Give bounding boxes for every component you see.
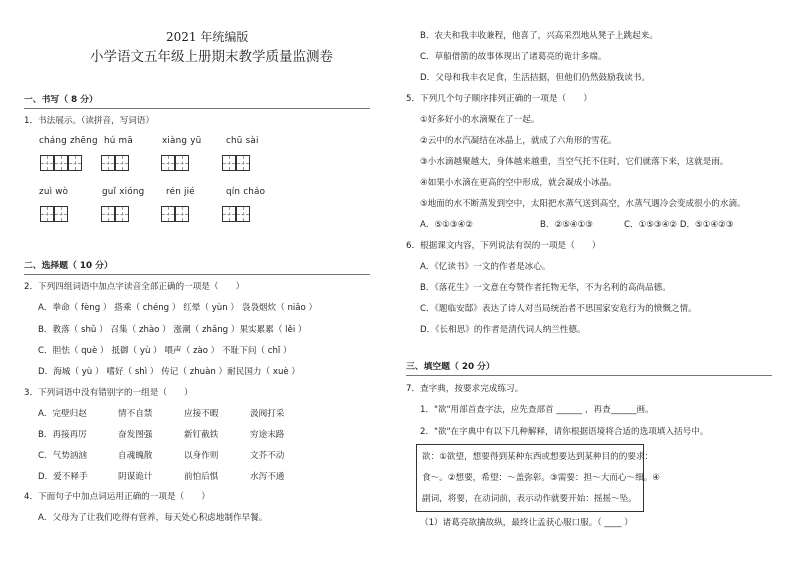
option-word: 文芥不动 — [250, 451, 285, 461]
sentence-item: ①好多好小的水滴聚在了一起。 — [420, 115, 540, 125]
option-word: C．气势汹汹 — [38, 451, 87, 461]
option-word: 奋发图强 — [118, 430, 153, 440]
question-4: 4．下面句子中加点词运用正确的一项是（ ） — [24, 492, 210, 502]
sentence-item: ⑤地面的水不断蒸发到空中，太阳把水蒸气送到高空，水蒸气遇冷会变成很小的水滴。 — [420, 199, 746, 209]
option-word: D．爱不释手 — [38, 472, 88, 482]
option-line: A．《忆读书》一文的作者是冰心。 — [420, 262, 551, 272]
writing-grid-cell[interactable] — [101, 155, 115, 171]
option-word: 汲阀打采 — [250, 409, 285, 419]
question-5: 5．下列几个句子顺序排列正确的一项是（ ） — [406, 94, 592, 104]
definition-line: 副词，将要，在动词前，表示动作就要开始：摇摇～坠。 — [422, 494, 637, 504]
option-word: 自魂魄散 — [118, 451, 153, 461]
writing-grid-cell[interactable] — [40, 206, 54, 222]
sentence-item: ④如果小水滴在更高的空中形成，就会凝成小冰晶。 — [420, 178, 617, 188]
option-line: B．教落（ shǔ ） 召集（ zhào ） 涨潮（ zhǎng ）果实累累（ lěi ） — [38, 325, 307, 335]
option-word: 新钉截铁 — [184, 430, 219, 440]
option-line: B．②⑤④①③ — [540, 220, 594, 230]
writing-grid-cell[interactable] — [236, 206, 250, 222]
doc-title-main: 小学语文五年级上册期末教学质量监测卷 — [90, 49, 333, 65]
writing-grid-cell[interactable] — [115, 155, 129, 171]
pinyin-label: xiàng yū — [162, 136, 202, 146]
sentence-item: ②云中的水汽凝结在冰晶上，就成了六角形的雪花。 — [420, 136, 617, 146]
writing-grid-cell[interactable] — [236, 155, 250, 171]
section-fill-heading: 三、填空题（ 20 分） — [406, 362, 495, 372]
option-line: D．海城（ yù ） 嗜好（ shì ） 传记（ zhuàn ）耐民国力（ xuè ） — [38, 367, 300, 377]
writing-grid-cell[interactable] — [101, 206, 115, 222]
question-2: 2．下列四组词语中加点字读音全部正确的一项是（ ） — [24, 282, 245, 292]
section-rule — [24, 274, 370, 275]
writing-grid-cell[interactable] — [54, 155, 68, 171]
definition-line: 食～。②想要，希望：～盖弥彰。③需要：担～大而心～细。④ — [422, 473, 660, 483]
fill-in-line: 1．"欲"用部首查字法，应先查部首 ______ ，再查______画。 — [420, 405, 654, 415]
section-choice-heading: 二、选择题（ 10 分） — [24, 261, 113, 271]
option-word: B．再接再厉 — [38, 430, 87, 440]
option-line: C．①⑤③④② D．⑤①④②③ — [624, 220, 734, 230]
option-word: 阴谋诡计 — [118, 472, 153, 482]
question-3: 3．下列词语中没有错别字的一组是（ ） — [24, 388, 193, 398]
option-line: D．父母和我丰衣足食，生活拮据，但他们仍然鼓励我读书。 — [420, 73, 651, 83]
question-1: 1．书法展示。（读拼音，写词语） — [24, 116, 155, 126]
option-word: A．完壁归赵 — [38, 409, 87, 419]
option-word: 水泻不通 — [250, 472, 285, 482]
section-rule — [24, 108, 370, 109]
pinyin-label: chū sài — [226, 136, 259, 146]
writing-grid-cell[interactable] — [161, 206, 175, 222]
writing-grid-cell[interactable] — [54, 206, 68, 222]
writing-grid-cell[interactable] — [222, 155, 236, 171]
option-line: C．胆怯（ què ） 抵御（ yù ） 喂声（ zào ） 不耻下问（ chǐ ） — [38, 346, 292, 356]
option-line: A．父母为了让我们吃得有营养，每天处心积虑地制作早餐。 — [38, 513, 268, 523]
pinyin-label: guǐ xióng — [102, 187, 145, 197]
option-line: B．农夫和我丰收兼程，他喜了，兴高采烈地从凳子上跳起来。 — [420, 31, 658, 41]
section-writing-heading: 一、书写（ 8 分） — [24, 95, 98, 105]
writing-grid-cell[interactable] — [40, 155, 54, 171]
section-rule — [406, 375, 772, 376]
definition-box — [416, 444, 660, 512]
writing-grid-cell[interactable] — [175, 155, 189, 171]
pinyin-label: cháng zhēng — [39, 136, 98, 146]
writing-grid-cell[interactable] — [68, 155, 82, 171]
option-line: A．⑤①③④② — [420, 220, 473, 230]
option-line: C．草船借箭的故事体现出了诸葛亮的诡计多端。 — [420, 52, 607, 62]
definition-line: 欲：①欲望，想要得到某种东西或想要达到某种目的的要求： — [422, 452, 654, 462]
pinyin-label: hú mā — [104, 136, 133, 146]
question-6: 6．根据课文内容，下列说法有误的一项是（ ） — [406, 241, 601, 251]
writing-grid-cell[interactable] — [161, 155, 175, 171]
option-word: 穷途末路 — [250, 430, 285, 440]
doc-title-year: 2021 年统编版 — [166, 30, 249, 44]
writing-grid-cell[interactable] — [115, 206, 129, 222]
writing-grid-cell[interactable] — [222, 206, 236, 222]
pinyin-label: zuì wò — [39, 187, 69, 197]
option-line: B．《落花生》一文意在夸赞作者托物无华，不为名利的高尚品德。 — [420, 283, 671, 293]
question-7: 7．查字典，按要求完成练习。 — [406, 384, 524, 394]
sentence-item: ③小水滴越聚越大，身体越来越重，当空气托不住时，它们就落下来，这就是雨。 — [420, 157, 729, 167]
option-line: D．《长相思》的作者是清代词人纳兰性德。 — [420, 325, 586, 335]
fill-in-line: 2．"欲"在字典中有以下几种解释，请你根据语境将合适的选项填入括号中。 — [420, 427, 709, 437]
option-line: A．拳命（ fèng ） 搭乘（ chéng ） 红晕（ yùn ） 袅袅烟炊（ niǎo ） — [38, 303, 318, 313]
option-word: 应接不暇 — [184, 409, 219, 419]
writing-grid-cell[interactable] — [175, 206, 189, 222]
option-word: 情不自禁 — [118, 409, 153, 419]
option-word: 前怕后惧 — [184, 472, 219, 482]
pinyin-label: rén jié — [166, 187, 195, 197]
option-word: 以身作则 — [184, 451, 219, 461]
pinyin-label: qín cháo — [226, 187, 266, 197]
option-line: C．《题临安邸》表达了诗人对当局统治者不思国家安危行为的愤慨之情。 — [420, 304, 697, 314]
fill-in-line: （1）诸葛亮欲擒故纵，最终让孟获心服口服。（ ____ ） — [420, 518, 633, 528]
